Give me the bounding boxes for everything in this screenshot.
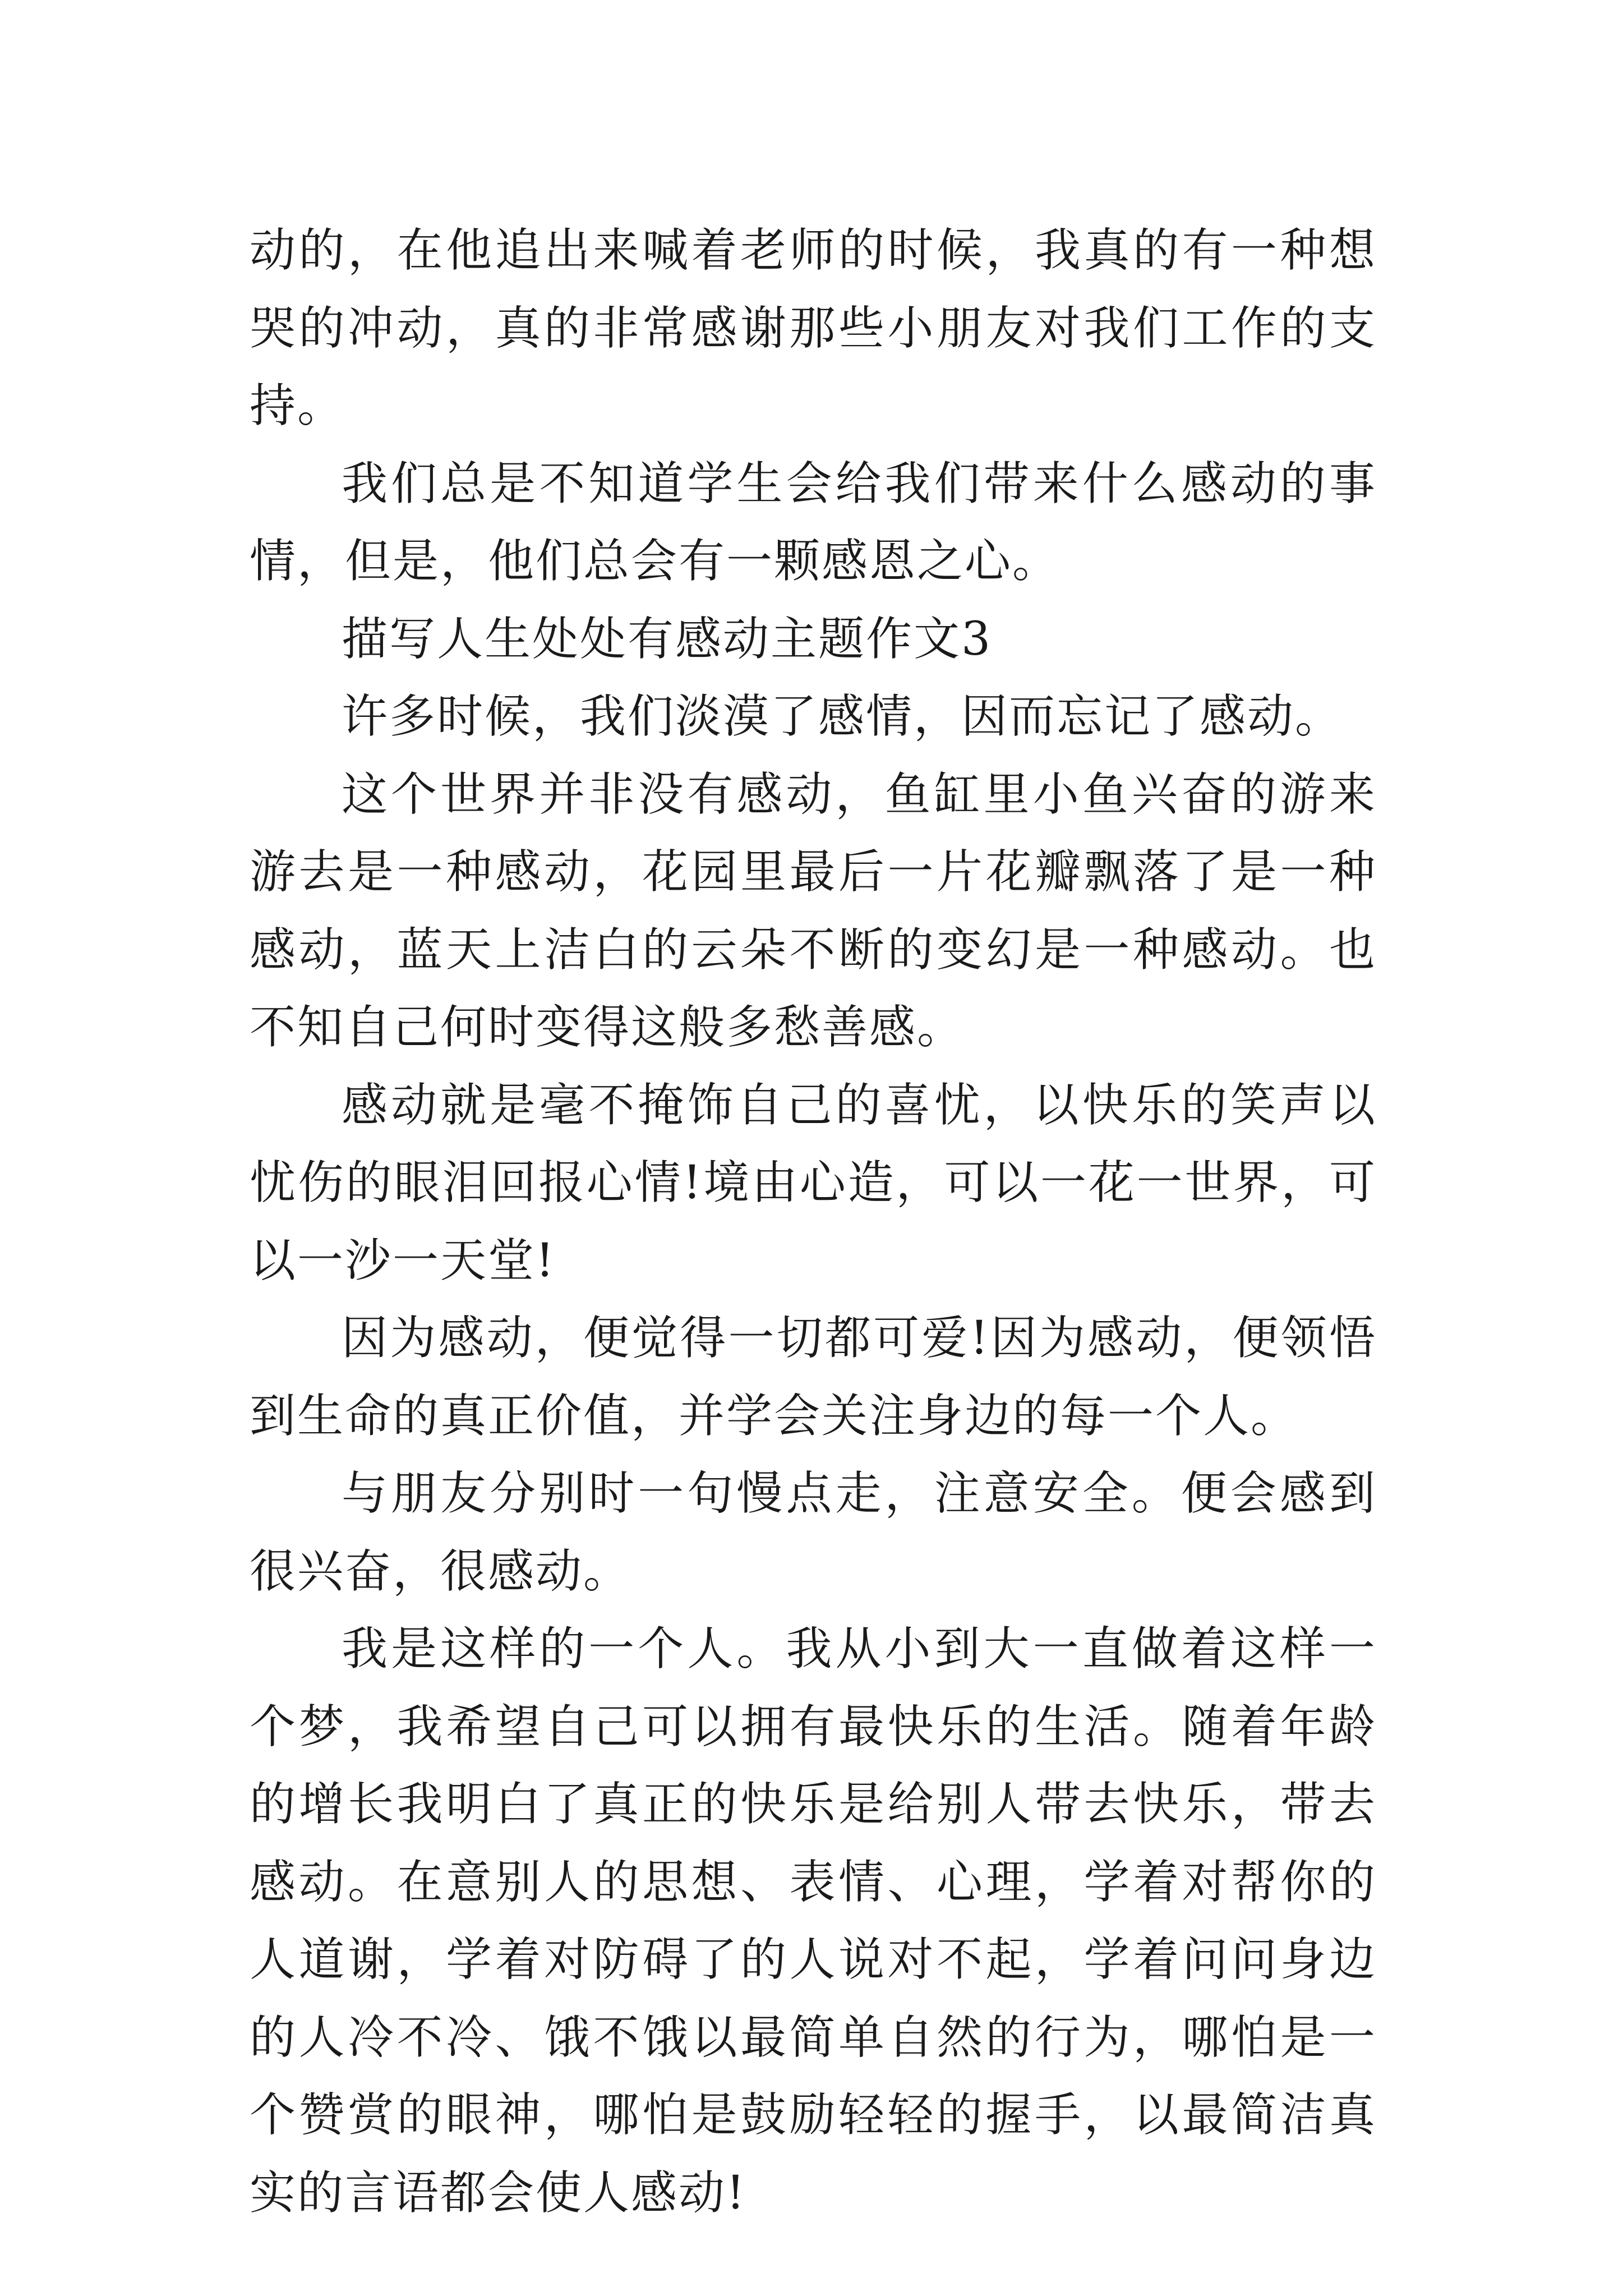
paragraph: 我是这样的一个人。我从小到大一直做着这样一个梦，我希望自己可以拥有最快乐的生活。随着年龄的增长我明白了真正的快乐是给别人带去快乐，带去感动。在意别人的思想、表情、心理，学着对帮你的人道谢，学着对防碍了的人说对不起，学着问问身边的人冷不冷、饿不饿以最简单自然的行为，哪怕是一个赞赏的眼神，哪怕是鼓励轻轻的握手，以最简洁真实的言语都会使人感动! [250, 1622, 1377, 2220]
paragraph: 许多时候，我们淡漠了感情，因而忘记了感动。 [342, 690, 1343, 743]
paragraph: 感动就是毫不掩饰自己的喜忧，以快乐的笑声以忧伤的眼泪回报心情!境由心造，可以一花一世界，可以一沙一天堂! [250, 1078, 1377, 1287]
document-body [250, 212, 1377, 2232]
paragraph: 与朋友分别时一句慢点走，注意安全。便会感到很兴奋，很感动。 [250, 1467, 1377, 1598]
essay-title: 描写人生处处有感动主题作文3 [342, 612, 993, 666]
paragraph: 因为感动，便觉得一切都可爱!因为感动，便领悟到生命的真正价值，并学会关注身边的每一个人。 [250, 1312, 1377, 1443]
paragraph-continuation: 动的，在他追出来喊着老师的时候，我真的有一种想哭的冲动，真的非常感谢那些小朋友对我们工作的支持。 [250, 224, 1377, 432]
paragraph: 我们总是不知道学生会给我们带来什么感动的事情，但是，他们总会有一颗感恩之心。 [250, 457, 1377, 588]
paragraph: 这个世界并非没有感动，鱼缸里小鱼兴奋的游来游去是一种感动，花园里最后一片花瓣飘落了是一种感动，蓝天上洁白的云朵不断的变幻是一种感动。也不知自己何时变得这般多愁善感。 [250, 767, 1377, 1054]
